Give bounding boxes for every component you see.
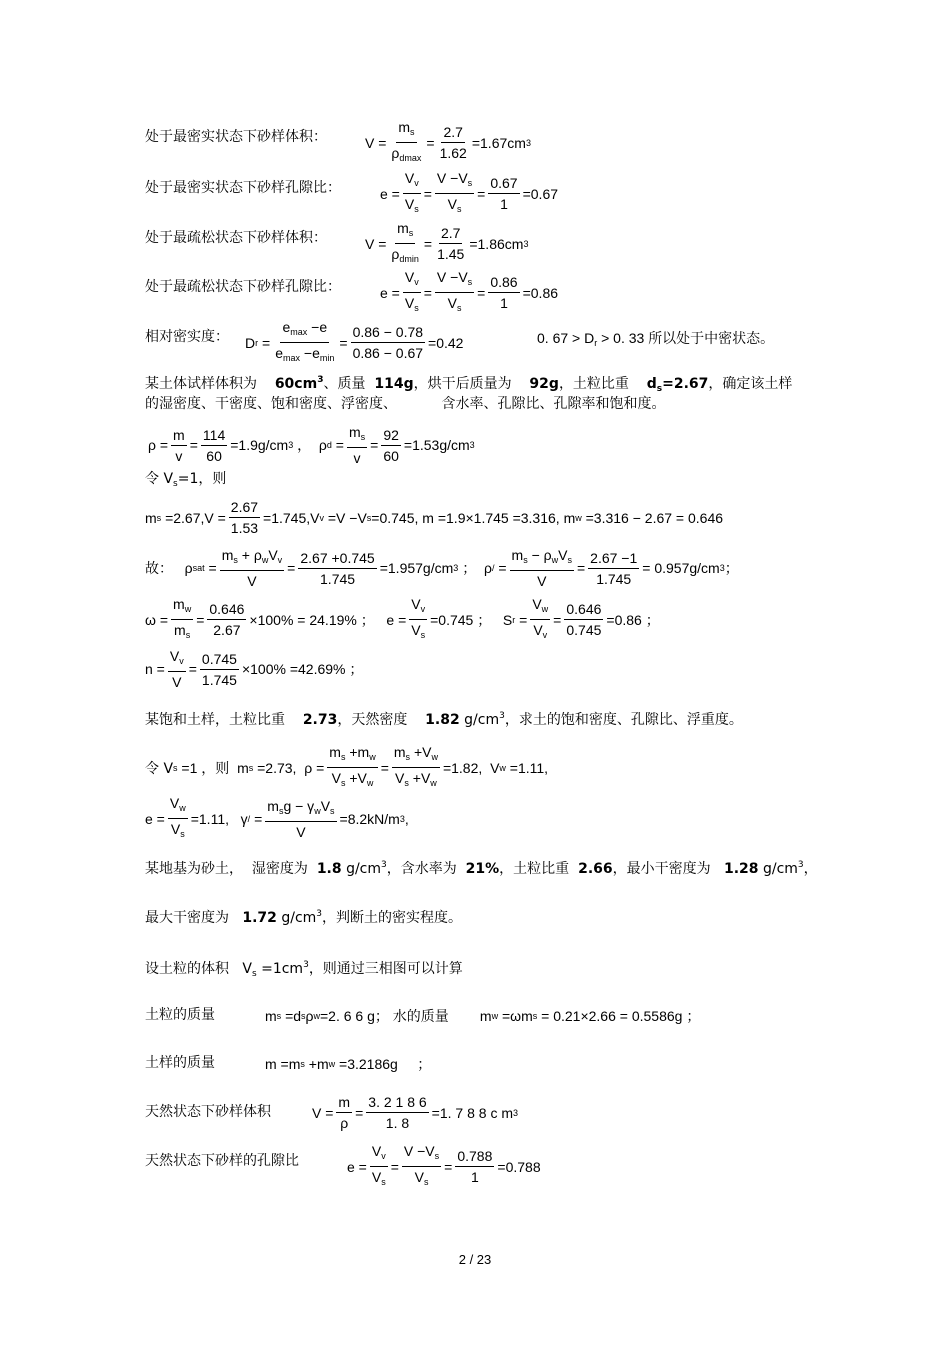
equation-natural-void-ratio: e = $\frac{V_v}{V_s}$ = $\frac{V -V_s}{V_s}$ = $\frac{0.788}{1}$ =0.788 [347,1143,541,1187]
text-line-2: 处于最密实状态下砂样孔隙比： [145,180,341,196]
text-line-5: 相对密实度： [145,329,229,345]
equation-9: 故： ρ sat = $\frac{m_s + \rho_wV_v}{V}$ = $\frac{2.67 +0.745}{1.745}$ =1.957g/cm 3 ； ρ / = $\frac{m_s - \rho_wV_s}{V}$ = $\frac{2.67 -1}{1.745}$ = 0.957g/cm 3 ； [145,547,739,589]
equation-5: D r = $\frac{e_{max} -e}{e_{max} -e_{min}}$ = $\frac{0.86 - 0.78}{0.86 - 0.67}$ =0.42 [245,319,464,363]
problem-3-line: 某饱和土样，土粒比重 2.73，天然密度 1.82 $g/cm^3$，求土的饱和密度、孔隙比、浮重度。 [145,711,743,728]
text-line-set-volume: 设土粒的体积 $V_s =1cm^3$，则通过三相图可以计算 [145,960,463,979]
equation-sample-mass: m =m s +m w =3.2186g ； [265,1056,432,1072]
eq-term: V [365,134,375,151]
text-line-3: 处于最疏松状态下砂样体积： [145,230,327,246]
text-line-7: 令 $V_s=1$，则 [145,471,227,489]
fraction: $\frac{m_s}{\rho_{dmax}}$ [391,119,422,163]
equation-natural-volume: V = $\frac{m}{\rho}$ = $\frac{3. 2 1 8 6}{1. 8}$ =1. 7 8 8 c m 3 [312,1094,519,1131]
equation-10: ω = $\frac{m_w}{m_s}$ = $\frac{0.646}{2.67}$ ×100% = 24.19% ； e = $\frac{V_v}{V_s}$ =0.745 ； S r = $\frac{V_w}{V_v}$ = $\frac{0.646}{0.745}$ =0.86 ； [145,596,660,640]
text-line-4: 处于最疏松状态下砂样孔隙比： [145,279,341,295]
problem-2-line-1: 某土体试样体积为 $60cm^3$、质量 114g，烘干后质量为 92g，土粒比重 $d_s=2.67$，确定该土样 [145,375,793,394]
equation-11: n = $\frac{V_v}{V}$ = $\frac{0.745}{1.745}$ ×100% =42.69% ； [145,648,364,690]
equation-6: ρ = $\frac{m}{v}$ = $\frac{114}{60}$ =1.9g/cm 3 ， ρ d = $\frac{m_s}{v}$ = $\frac{92}{60}$ =1.53g/cm 3 [148,424,475,466]
text-line-sample-mass: 土样的质量 [145,1055,215,1071]
page-indicator: 2 / 23 [458,1252,492,1267]
text-line-natural-void-ratio: 天然状态下砂样的孔隙比 [145,1153,299,1169]
equation-8: m s =2.67,V = $\frac{2.67}{1.53}$ =1.745,V v =V −V s =0.745, m =1.9×1.745 =3.316, m w =3.316 − 2.67 = 0.646 [145,499,724,536]
eq-term: = [378,134,387,151]
problem-4-line-1: 某地基为砂土， 湿密度为 1.8 $g/cm^3$，含水率为 21%，土粒比重 2.66，最小干密度为 1.28 $g/cm^3$， [145,860,818,877]
equation-13: e = $\frac{V_w}{V_s}$ =1.11, γ / = $\frac{m_sg - \gamma_wV_s}{V}$ =8.2kN/m 3 , [145,795,409,840]
equation-12: 令 V s =1 ，则 m s =2.73, ρ = $\frac{m_s +m_w}{V_s +V_w}$ = $\frac{m_s +V_w}{V_s +V_w}$ =1.82, V w =1.11, [145,744,549,788]
problem-2-line-2: 的湿密度、干密度、饱和密度、浮密度、 含水率、孔隙比、孔隙率和饱和度。 [145,396,666,412]
text-line-natural-volume: 天然状态下砂样体积 [145,1104,271,1120]
equation-4: e = $\frac{V_v}{V_s}$ = $\frac{V -V_s}{V_s}$ = $\frac{0.86}{1}$ =0.86 [380,269,559,313]
equation-1: V = $\frac{m_s}{\rho_{dmax}}$ = $\frac{2.7}{1.62}$ =1.67cm 3 [365,118,531,167]
equation-2: e = $\frac{V_v}{V_s}$ = $\frac{V -V_s}{V_s}$ = $\frac{0.67}{1}$ =0.67 [380,170,559,214]
equation-3: V = $\frac{m_s}{\rho_{dmin}}$ = $\frac{2.7}{1.45}$ =1.86cm 3 [365,220,529,264]
text-line-1: 处于最密实状态下砂样体积： [145,129,327,145]
equation-5-conclusion: 0. $67 > D_r > 0$. 33 所以处于中密状态。 [537,330,775,348]
text-line-particle-mass: 土粒的质量 [145,1007,215,1023]
fraction: $\frac{2.7}{1.62}$ [439,124,467,161]
problem-4-line-2: 最大干密度为 1.72 $g/cm^3$，判断土的密实程度。 [145,909,463,926]
equation-particle-mass: m s =d s ρ w =2. 6 6 g； 水的质量 m w =ωm s = 0.21×2.66 = 0.5586g ； [265,1008,701,1025]
